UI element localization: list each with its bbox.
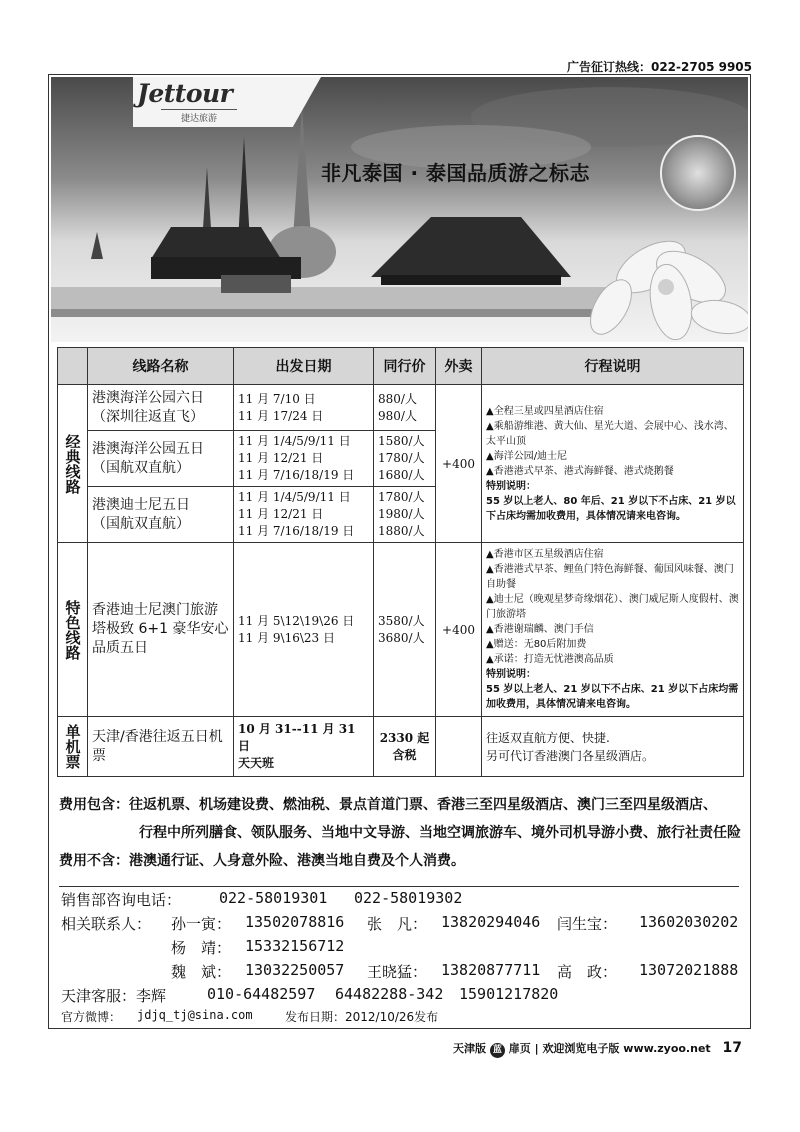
price-cell: 1580/人 1780/人 1680/人 — [374, 431, 436, 487]
weibo-label: 官方微博： — [61, 1010, 122, 1024]
fee-excluded: 费用不含：港澳通行证、人身意外险、港澳当地自费及个人消费。 — [59, 853, 465, 869]
section-label: 扉页 — [508, 1042, 531, 1055]
contact-phone: 13502078816 — [245, 913, 345, 931]
jettour-logo: Jettour — [137, 79, 233, 108]
table-row — [58, 717, 744, 777]
route-cell: 天津/香港往返五日机票 — [88, 717, 234, 777]
banner-slogan: 非凡泰国 · 泰国品质游之标志 — [321, 161, 591, 185]
sales-label: 销售部咨询电话： — [61, 891, 182, 909]
edition-label: 天津版 — [453, 1042, 487, 1055]
page-footer: 天津版 蓝 扉页 | 欢迎浏览电子版 www.zyoo.net 17 — [453, 1040, 742, 1056]
description-cell: ▲全程三星或四星酒店住宿 ▲乘船游维港、黄大仙、星光大道、会展中心、浅水湾、太平山顶 ▲海洋公园/迪士尼 ▲香港港式早茶、港式海鲜餐、港式烧鹅餐 特别说明： 55 岁以上老人、80 年后、21 岁以下不占床、21 岁以下占床均需加收费用，具体情况请来电咨询。 — [482, 385, 744, 543]
contact-name: 高 政： — [557, 963, 618, 981]
contact-phone: 13032250057 — [245, 961, 345, 979]
category-ticket: 单机票 — [58, 717, 88, 777]
header-extra: 外卖 — [436, 348, 482, 385]
route-table — [57, 347, 744, 777]
header-description: 行程说明 — [482, 348, 744, 385]
contact-phone: 13820294046 — [441, 913, 541, 931]
sales-phone-2: 022-58019302 — [354, 889, 463, 907]
contact-name: 魏 斌： — [171, 963, 232, 981]
dates-cell: 11 月 1/4/5/9/11 日 11 月 12/21 日 11 月 7/16/18/19 日 — [234, 431, 374, 487]
contact-name: 张 凡： — [367, 915, 428, 933]
fee-included-line1: 费用包含：往返机票、机场建设费、燃油税、景点首道门票、香港三至四星级酒店、澳门三至四星级酒店、 — [59, 797, 717, 813]
service-phone: 64482288-342 — [335, 985, 444, 1003]
contact-name: 杨 靖： — [171, 939, 232, 957]
extra-cell: +400 — [436, 543, 482, 717]
jettour-logo-subtitle: 捷达旅游 — [161, 109, 237, 124]
route-cell: 港澳海洋公园五日 （国航双直航） — [88, 431, 234, 487]
welcome-label: 欢迎浏览电子版 — [542, 1042, 620, 1055]
header-blank — [58, 348, 88, 385]
extra-cell — [436, 717, 482, 777]
contact-phone: 13820877711 — [441, 961, 541, 979]
extra-cell: +400 — [436, 385, 482, 543]
price-cell: 880/人 980/人 — [374, 385, 436, 431]
table-header-row — [58, 348, 744, 385]
route-cell: 香港迪士尼澳门旅游塔极致 6+1 豪华安心品质五日 — [88, 543, 234, 717]
dates-cell: 11 月 1/4/5/9/11 日 11 月 12/21 日 11 月 7/16/18/19 日 — [234, 487, 374, 543]
thai-emblem-icon — [660, 135, 736, 211]
edition-badge: 蓝 — [490, 1043, 505, 1058]
service-phone: 010-64482597 — [207, 985, 316, 1003]
publish-date: 发布日期：2012/10/26发布 — [285, 1010, 439, 1024]
table-row — [58, 543, 744, 717]
dates-cell: 10 月 31--11 月 31 日 天天班 — [234, 717, 374, 777]
sales-phone-1: 022-58019301 — [219, 889, 328, 907]
route-cell: 港澳海洋公园六日 （深圳往返直飞） — [88, 385, 234, 431]
ad-frame — [48, 74, 751, 1029]
contact-name: 孙一寅： — [171, 915, 232, 933]
description-cell: ▲香港市区五星级酒店住宿 ▲香港港式早茶、鲤鱼门特色海鲜餐、葡国风味餐、澳门自助餐 ▲迪士尼（晚观星梦奇缘烟花）、澳门威尼斯人度假村、澳门旅游塔 ▲香港谢瑞麟、澳门手信 ▲赠送：无80后附加费 ▲承诺：打造无忧港澳高品质 特别说明： 55 岁以上老人、21 岁以下不占床、21 岁以下占床均需加收费用，具体情况请来电咨询。 — [482, 543, 744, 717]
header-price: 同行价 — [374, 348, 436, 385]
weibo-account[interactable]: jdjq_tj@sina.com — [137, 1008, 253, 1022]
ad-hotline: 广告征订热线：022-2705 9905 — [566, 60, 752, 74]
price-cell: 3580/人 3680/人 — [374, 543, 436, 717]
price-cell: 1780/人 1980/人 1880/人 — [374, 487, 436, 543]
contact-section — [59, 886, 739, 887]
banner — [51, 77, 748, 342]
people-label: 相关联系人： — [61, 915, 152, 933]
category-featured: 特色线路 — [58, 543, 88, 717]
service-label: 天津客服：李辉 — [61, 987, 167, 1005]
header-route: 线路名称 — [88, 348, 234, 385]
contact-phone: 13072021888 — [639, 961, 739, 979]
category-classic: 经典线路 — [58, 385, 88, 543]
contact-name: 闫生宝： — [557, 915, 618, 933]
contact-phone: 15332156712 — [245, 937, 345, 955]
description-cell: 往返双直航方便、快捷. 另可代订香港澳门各星级酒店。 — [482, 717, 744, 777]
dates-cell: 11 月 5\12\19\26 日 11 月 9\16\23 日 — [234, 543, 374, 717]
price-cell: 2330 起 含税 — [374, 717, 436, 777]
route-cell: 港澳迪士尼五日 （国航双直航） — [88, 487, 234, 543]
fee-included-line2: 行程中所列膳食、领队服务、当地中文导游、当地空调旅游车、境外司机导游小费、旅行社责任险 — [139, 825, 741, 841]
dates-cell: 11 月 7/10 日 11 月 17/24 日 — [234, 385, 374, 431]
service-phone: 15901217820 — [459, 985, 559, 1003]
page-number: 17 — [722, 1040, 742, 1056]
contact-name: 王晓猛： — [367, 963, 428, 981]
site-link[interactable]: www.zyoo.net — [623, 1042, 711, 1055]
contact-phone: 13602030202 — [639, 913, 739, 931]
table-row — [58, 385, 744, 431]
header-dates: 出发日期 — [234, 348, 374, 385]
